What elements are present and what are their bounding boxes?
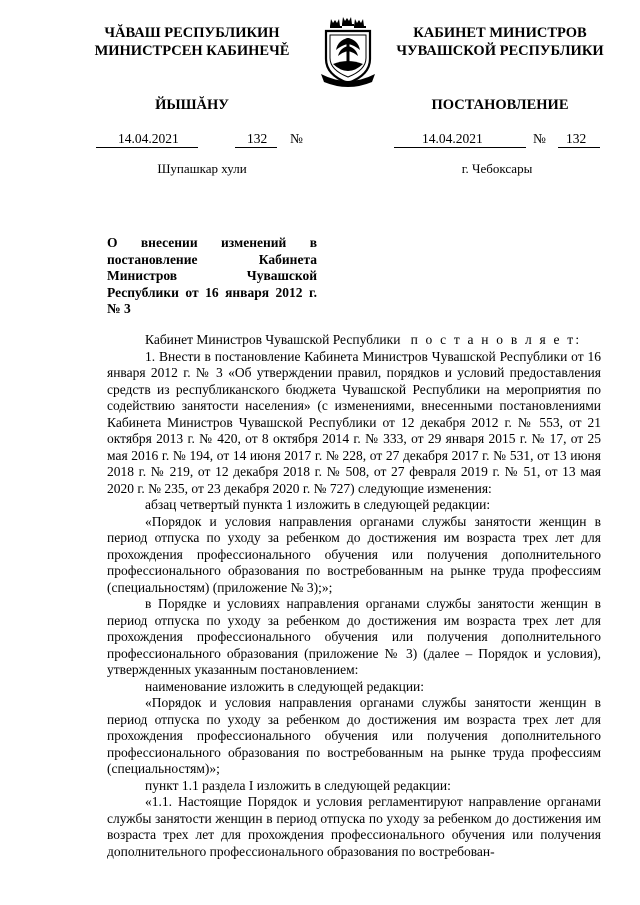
- left-number-sign: №: [290, 131, 303, 146]
- right-number-underline: [558, 147, 600, 148]
- right-number-line: [394, 131, 600, 147]
- right-number: 132: [566, 131, 587, 146]
- body-paragraph: 1. Внести в постановление Кабинета Министров Чувашской Республики от 16 января 2012 г. № 3 «Об утверждении правил, порядков и условий предоставления средств из республиканского бюджета Чувашской Республики на мероприятия по содействию занятости населения» (с изменениями, внесенными постановлениями Кабинета Министров Чувашской Республики от 12 декабря 2012 г. № 553, от 21 октября 2013 г. № 420, от 8 октября 2014 г. № 333, от 29 января 2015 г. № 17, от 25 мая 2016 г. № 194, от 14 июня 2017 г. № 228, от 27 декабря 2017 г. № 531, от 13 июня 2018 г. № 219, от 12 декабря 2018 г. № 508, от 27 февраля 2019 г. № 51, от 13 мая 2020 г. № 235, от 23 декабря 2020 г. № 727) следующие изменения:: [107, 348, 601, 496]
- intro-prefix: Кабинет Министров Чувашской Республики: [145, 332, 401, 347]
- right-number-sign: №: [533, 131, 546, 146]
- right-org-line1: КАБИНЕТ МИНИСТРОВ: [413, 25, 587, 41]
- document-title: О внесении изменений в постановление Кабинета Министров Чувашской Республики от 16 января 2012 г. № 3: [107, 235, 317, 317]
- left-number: 132: [247, 131, 268, 146]
- document-body: [107, 332, 601, 860]
- left-date-underline: [96, 147, 198, 148]
- intro-resolves: п о с т а н о в л я е т:: [410, 332, 582, 347]
- body-paragraph: пункт 1.1 раздела I изложить в следующей редакции:: [145, 777, 451, 793]
- right-org-line2: ЧУВАШСКОЙ РЕСПУБЛИКИ: [396, 43, 604, 59]
- header-right-org: [390, 24, 610, 60]
- body-intro: [107, 332, 601, 349]
- body-paragraph: «Порядок и условия направления органами службы занятости женщин в период отпуска по уходу за ребенком до достижения им возраста трех лет для прохождения профессионального обучения или получения дополнительного профессионального образования по востребованным на рынке труда профессиям (специальностям)»;: [107, 695, 601, 776]
- coat-of-arms-emblem: [317, 16, 379, 90]
- body-paragraph: в Порядке и условиях направления органами службы занятости женщин в период отпуска по уходу за ребенком до достижения им возраста трех лет для прохождения профессионального обучения или получения дополнительного профессионального образования (приложение № 3) (далее – Порядок и условия), утвержденных указанным постановлением:: [107, 596, 601, 677]
- right-city: г. Чебоксары: [461, 161, 533, 176]
- left-number-line: [96, 131, 308, 147]
- left-org-line1: ЧĂВАШ РЕСПУБЛИКИН: [104, 25, 280, 41]
- left-doc-type: ЙЫШĂНУ: [155, 97, 229, 113]
- body-paragraph: «1.1. Настоящие Порядок и условия регламентируют направление органами службы занятости женщин в период отпуска по уходу за ребенком до достижения им возраста трех лет для прохождения профессионального обучения или получения дополнительного профессионального образования по востребован-: [107, 794, 601, 859]
- header-left-org: [86, 24, 298, 60]
- right-doc-type: ПОСТАНОВЛЕНИЕ: [431, 97, 569, 113]
- left-city: Шупашкар хули: [157, 161, 247, 176]
- left-org-line2: МИНИСТРСЕН КАБИНЕЧĚ: [94, 43, 290, 59]
- body-paragraph: наименование изложить в следующей редакции:: [145, 678, 425, 694]
- right-date: 14.04.2021: [422, 131, 483, 146]
- body-paragraph: «Порядок и условия направления органами службы занятости женщин в период отпуска по уходу за ребенком до достижения им возраста трех лет для прохождения профессионального обучения или получения дополнительного профессионального образования по востребованным на рынке труда профессиям (специальностям) (приложение № 3);»;: [107, 513, 601, 595]
- left-date: 14.04.2021: [118, 131, 179, 146]
- body-paragraph: абзац четвертый пункта 1 изложить в следующей редакции:: [145, 497, 491, 512]
- right-date-underline: [394, 147, 526, 148]
- left-number-underline: [235, 147, 277, 148]
